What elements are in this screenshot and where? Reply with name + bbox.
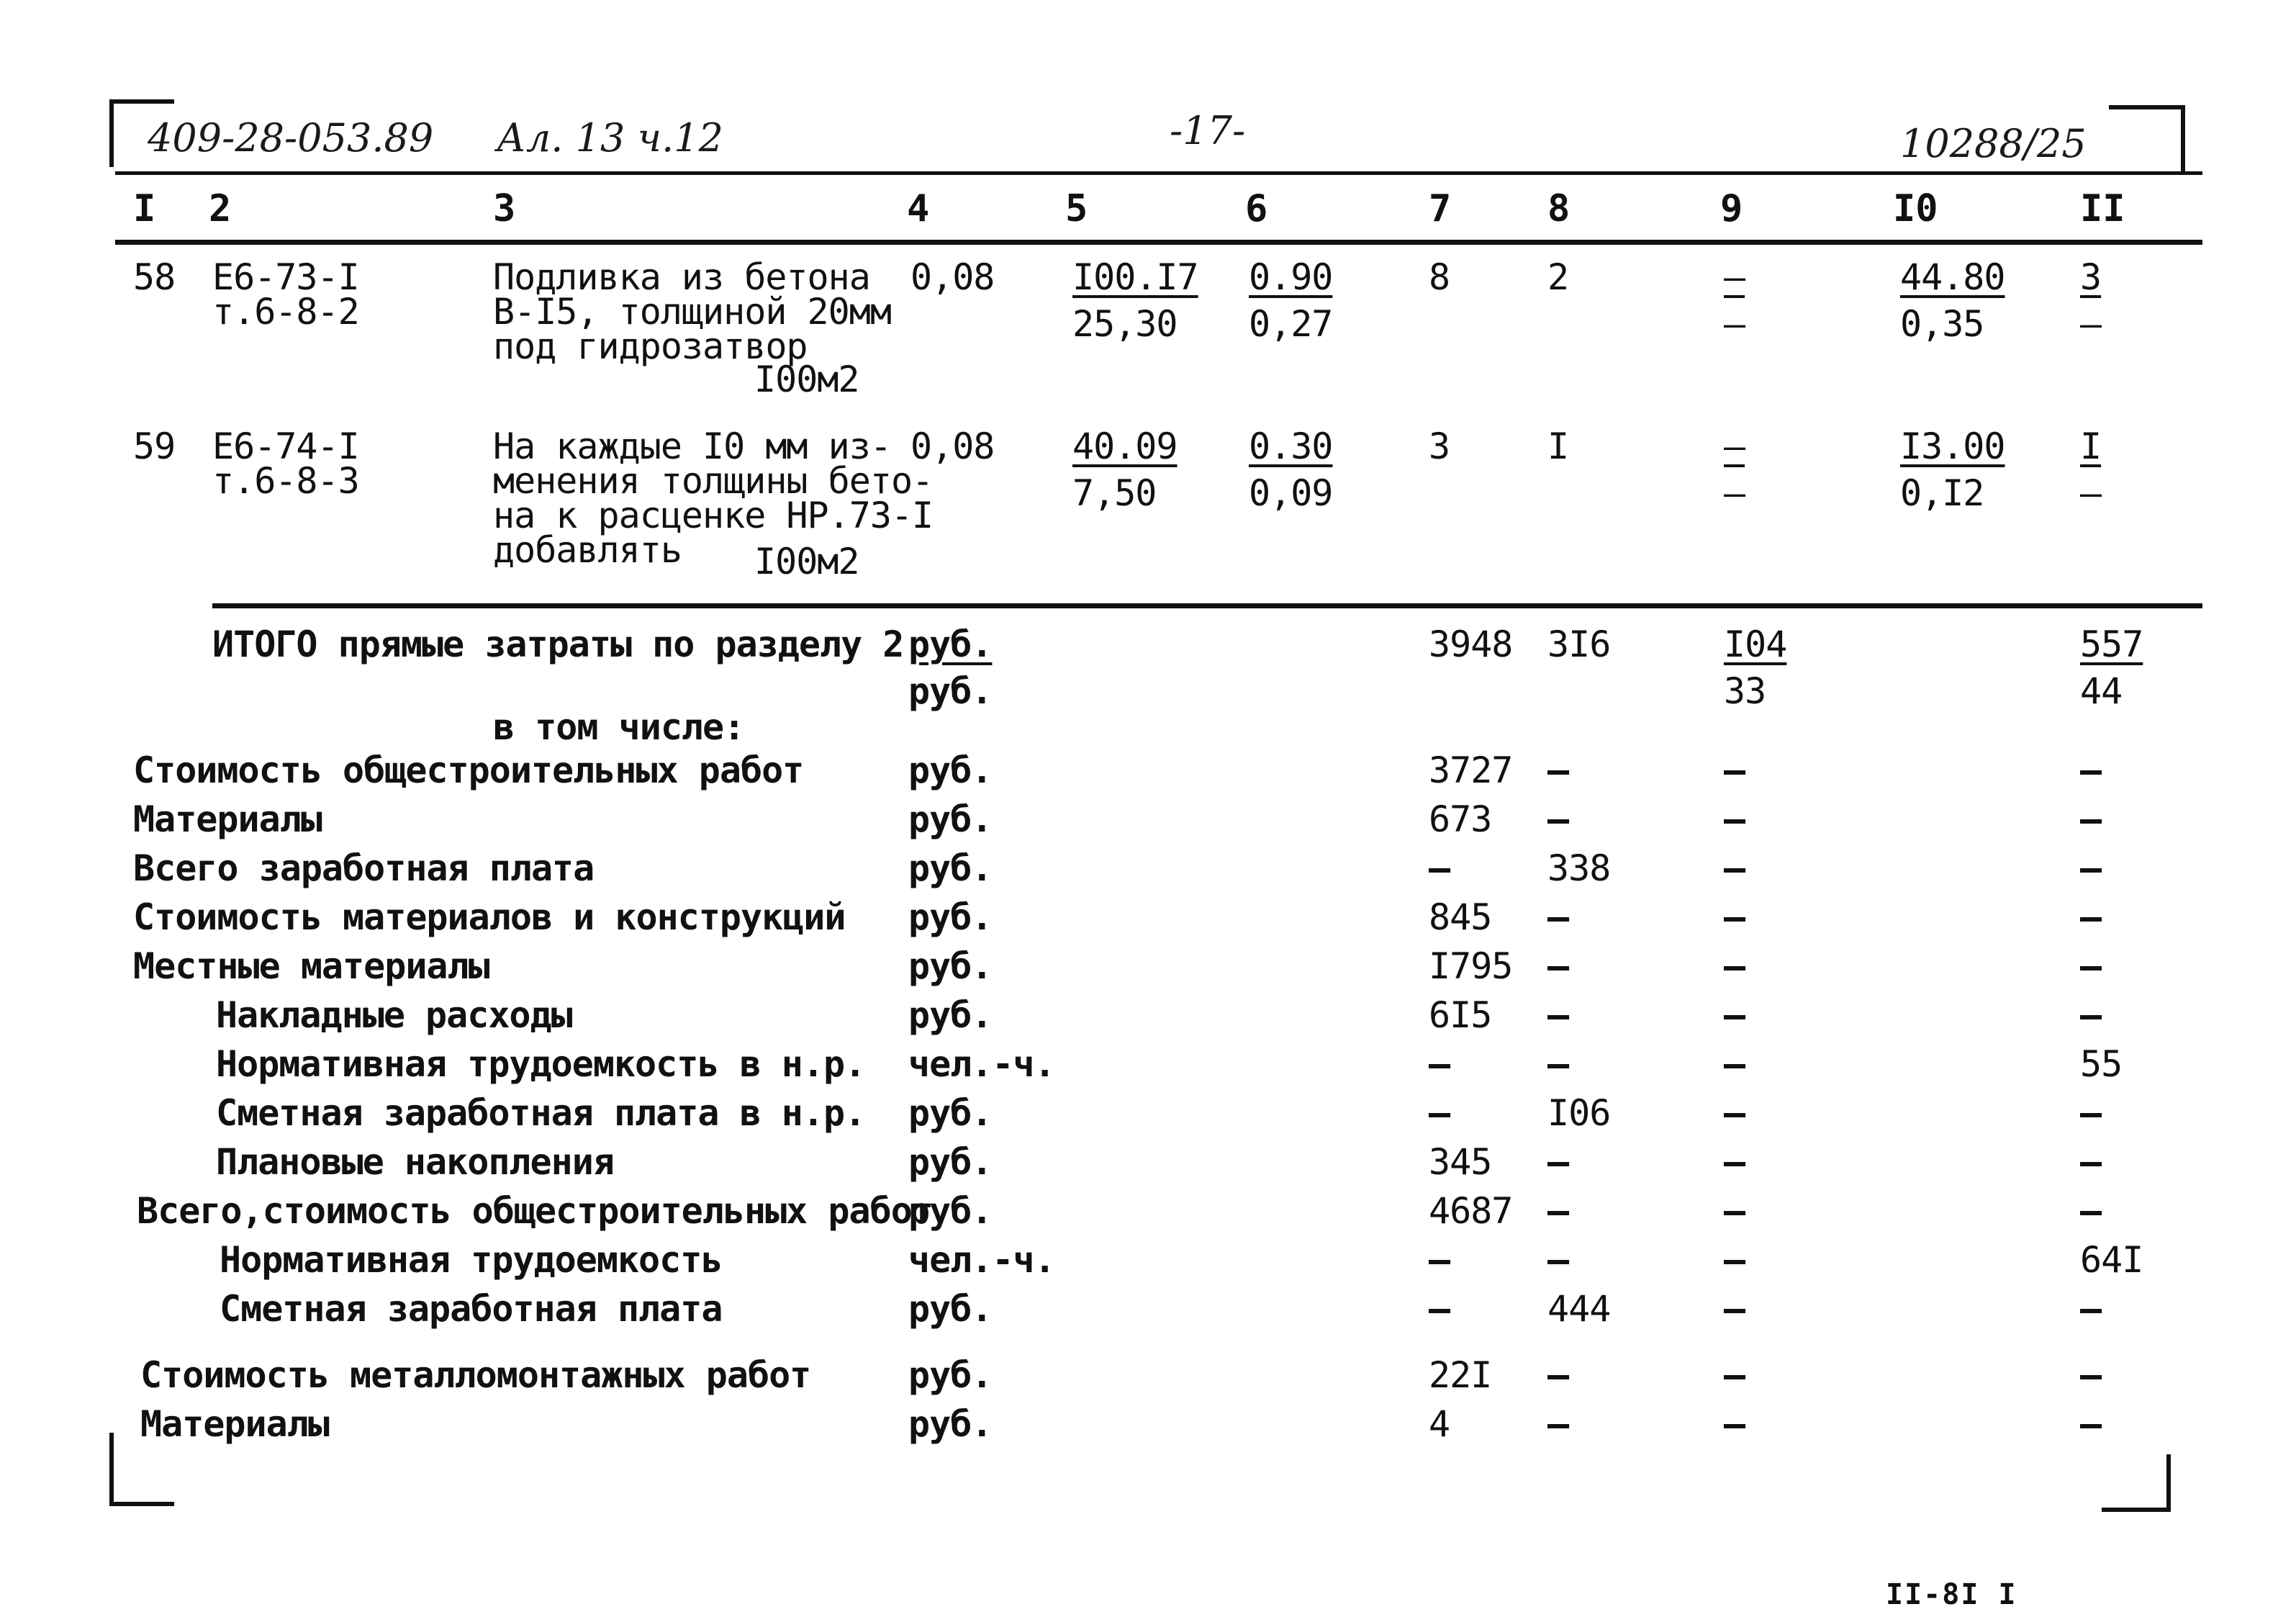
summary-cost: –: [1429, 1239, 1450, 1281]
col-header-3: 3: [493, 187, 516, 230]
unit-cost: 40.09: [1072, 425, 1178, 467]
frame-top-left: [109, 99, 174, 104]
machine-wage: 0,09: [1249, 472, 1333, 514]
summary-labor: –: [2080, 1354, 2102, 1396]
work-description-line: В-I5, толщиной 20мм: [493, 291, 891, 333]
labor-norm-machinist: 0,35: [1900, 303, 1984, 345]
summary-cost: 845: [1429, 896, 1492, 938]
summary-unit: руб.: [908, 1092, 993, 1134]
summary-labor: –: [2080, 1288, 2102, 1330]
summary-cost: I795: [1429, 945, 1513, 987]
summary-cost: 3727: [1429, 749, 1513, 791]
summary-machine: –: [1724, 1239, 1745, 1281]
summary-unit: руб.: [908, 896, 993, 938]
work-description-line: добавлять: [493, 529, 682, 571]
summary-cost: 673: [1429, 798, 1492, 840]
rate-table-ref: т.6-8-3: [212, 460, 359, 502]
summary-cost: 4687: [1429, 1190, 1513, 1232]
summary-unit: руб.: [908, 1403, 993, 1445]
album-ref: Ал. 13 ч.12: [497, 115, 723, 161]
summary-cost: –: [1429, 1092, 1450, 1134]
rate-code: Е6-73-I: [212, 256, 359, 298]
unit-wage: 25,30: [1072, 303, 1178, 345]
work-description-line: под гидрозатвор: [493, 325, 808, 367]
summary-cost: –: [1429, 1043, 1450, 1085]
col-header-4: 4: [907, 187, 930, 230]
machine-total: –: [1724, 256, 1745, 298]
summary-label: Стоимость металломонтажных работ: [140, 1354, 811, 1396]
summary-unit: руб.: [908, 994, 993, 1036]
work-description-line: На каждые I0 мм из-: [493, 425, 891, 467]
summary-machine: –: [1724, 1092, 1745, 1134]
total-wage: I: [1547, 425, 1569, 467]
quantity: 0,08: [910, 425, 995, 467]
column-header-rule: [115, 240, 2202, 245]
summary-unit: руб.: [908, 749, 993, 791]
unit-wage: 7,50: [1072, 472, 1157, 514]
summary-labor: –: [2080, 1092, 2102, 1134]
total-cost: 8: [1429, 256, 1450, 298]
frame-right-bottom: [2166, 1454, 2171, 1512]
totals-labor-machinist: 44: [2080, 670, 2123, 712]
footer-stamp: II-8I I: [1886, 1578, 2017, 1611]
col-header-10: I0: [1893, 187, 1938, 230]
summary-label: Местные материалы: [133, 945, 489, 987]
summary-labor: –: [2080, 945, 2102, 987]
summary-machine: –: [1724, 847, 1745, 889]
totals-machine: I04: [1724, 623, 1787, 665]
labor-norm: 44.80: [1900, 256, 2005, 298]
summary-labor: –: [2080, 1403, 2102, 1445]
summary-label: Сметная заработная плата: [220, 1288, 723, 1330]
inventory-number: 10288/25: [1900, 121, 2087, 166]
summary-label: Материалы: [140, 1403, 329, 1445]
summary-label: Всего,стоимость общестроительных работ: [137, 1190, 933, 1232]
col-header-9: 9: [1720, 187, 1743, 230]
doc-code: 409-28-053.89: [148, 115, 434, 161]
summary-cost: 6I5: [1429, 994, 1492, 1036]
summary-machine: –: [1724, 1288, 1745, 1330]
labor-total-machinist: –: [2080, 303, 2102, 345]
summary-labor: 64I: [2080, 1239, 2143, 1281]
unit-cost: I00.I7: [1072, 256, 1198, 298]
measure-unit: I00м2: [754, 359, 859, 400]
col-header-11: II: [2080, 187, 2125, 230]
summary-labor: –: [2080, 847, 2102, 889]
col-header-8: 8: [1547, 187, 1570, 230]
machine-total-wage: –: [1724, 303, 1745, 345]
summary-machine: –: [1724, 896, 1745, 938]
summary-unit: руб.: [908, 798, 993, 840]
labor-norm: I3.00: [1900, 425, 2005, 467]
summary-wage: –: [1547, 896, 1569, 938]
summary-label: Всего заработная плата: [133, 847, 595, 889]
totals-labor: 557: [2080, 623, 2143, 665]
summary-wage: –: [1547, 994, 1569, 1036]
summary-unit: руб.: [908, 945, 993, 987]
col-header-5: 5: [1065, 187, 1088, 230]
col-header-7: 7: [1429, 187, 1452, 230]
summary-label: Стоимость общестроительных работ: [133, 749, 804, 791]
summary-wage: –: [1547, 1354, 1569, 1396]
totals-rule: [212, 603, 2202, 608]
summary-wage: 338: [1547, 847, 1611, 889]
rate-code: Е6-74-I: [212, 425, 359, 467]
col-header-1: I: [133, 187, 156, 230]
labor-total: 3: [2080, 256, 2102, 298]
machine-wage: 0,27: [1249, 303, 1333, 345]
total-cost: 3: [1429, 425, 1450, 467]
summary-label: Стоимость материалов и конструкций: [133, 896, 846, 938]
totals-unit-wage: руб.: [908, 670, 993, 712]
summary-machine: –: [1724, 945, 1745, 987]
summary-wage: –: [1547, 749, 1569, 791]
summary-wage: –: [1547, 945, 1569, 987]
summary-unit: чел.-ч.: [908, 1043, 1055, 1085]
header-rule: [115, 171, 2202, 175]
summary-wage: 444: [1547, 1288, 1611, 1330]
summary-wage: –: [1547, 1239, 1569, 1281]
summary-labor: 55: [2080, 1043, 2123, 1085]
row-number: 58: [133, 256, 176, 298]
totals-title: ИТОГО прямые затраты по разделу 2: [212, 623, 904, 665]
summary-wage: –: [1547, 798, 1569, 840]
summary-wage: I06: [1547, 1092, 1611, 1134]
frame-left-top: [109, 101, 114, 167]
labor-total-machinist: –: [2080, 472, 2102, 514]
summary-machine: –: [1724, 1354, 1745, 1396]
summary-machine: –: [1724, 798, 1745, 840]
summary-label: Нормативная трудоемкость: [220, 1239, 723, 1281]
summary-label: Накладные расходы: [216, 994, 572, 1036]
summary-unit: чел.-ч.: [908, 1239, 1055, 1281]
machine-total-wage: –: [1724, 472, 1745, 514]
frame-bottom-left: [109, 1502, 174, 1506]
totals-unit: руб.: [908, 623, 993, 665]
summary-label: Плановые накопления: [216, 1141, 614, 1183]
col-header-6: 6: [1245, 187, 1268, 230]
summary-wage: –: [1547, 1043, 1569, 1085]
work-description-line: Подливка из бетона: [493, 256, 870, 298]
totals-cost: 3948: [1429, 623, 1513, 665]
frame-top-right: [2109, 105, 2185, 109]
summary-unit: руб.: [908, 847, 993, 889]
summary-labor: –: [2080, 896, 2102, 938]
frame-right-top: [2181, 107, 2185, 171]
summary-machine: –: [1724, 1043, 1745, 1085]
frame-left-bottom: [109, 1433, 114, 1505]
labor-norm-machinist: 0,I2: [1900, 472, 1984, 514]
labor-total: I: [2080, 425, 2102, 467]
summary-cost: –: [1429, 847, 1450, 889]
summary-labor: –: [2080, 798, 2102, 840]
summary-unit: руб.: [908, 1288, 993, 1330]
summary-machine: –: [1724, 1190, 1745, 1232]
summary-label: Нормативная трудоемкость в н.р.: [216, 1043, 866, 1085]
summary-wage: –: [1547, 1403, 1569, 1445]
machine-total: –: [1724, 425, 1745, 467]
row-number: 59: [133, 425, 176, 467]
summary-cost: 345: [1429, 1141, 1492, 1183]
page-number: -17-: [1170, 108, 1246, 153]
summary-wage: –: [1547, 1190, 1569, 1232]
summary-machine: –: [1724, 749, 1745, 791]
summary-unit: руб.: [908, 1190, 993, 1232]
summary-labor: –: [2080, 749, 2102, 791]
frame-bottom-right: [2102, 1508, 2171, 1512]
totals-machine-wage: 33: [1724, 670, 1766, 712]
summary-label: Материалы: [133, 798, 322, 840]
quantity: 0,08: [910, 256, 995, 298]
work-description-line: менения толщины бето-: [493, 460, 934, 502]
summary-unit: руб.: [908, 1354, 993, 1396]
work-description-line: на к расценке НР.73-I: [493, 495, 934, 536]
totals-wage: 3I6: [1547, 623, 1611, 665]
summary-cost: 4: [1429, 1403, 1450, 1445]
summary-label: Сметная заработная плата в н.р.: [216, 1092, 866, 1134]
summary-machine: –: [1724, 1403, 1745, 1445]
machine-cost: 0.30: [1249, 425, 1333, 467]
summary-wage: –: [1547, 1141, 1569, 1183]
summary-labor: –: [2080, 1141, 2102, 1183]
summary-machine: –: [1724, 1141, 1745, 1183]
total-wage: 2: [1547, 256, 1569, 298]
summary-unit: руб.: [908, 1141, 993, 1183]
summary-labor: –: [2080, 1190, 2102, 1232]
machine-cost: 0.90: [1249, 256, 1333, 298]
rate-table-ref: т.6-8-2: [212, 291, 359, 333]
col-header-2: 2: [209, 187, 232, 230]
summary-cost: 22I: [1429, 1354, 1492, 1396]
summary-cost: –: [1429, 1288, 1450, 1330]
summary-labor: –: [2080, 994, 2102, 1036]
including-label: в том числе:: [493, 706, 745, 748]
summary-machine: –: [1724, 994, 1745, 1036]
measure-unit: I00м2: [754, 541, 859, 582]
